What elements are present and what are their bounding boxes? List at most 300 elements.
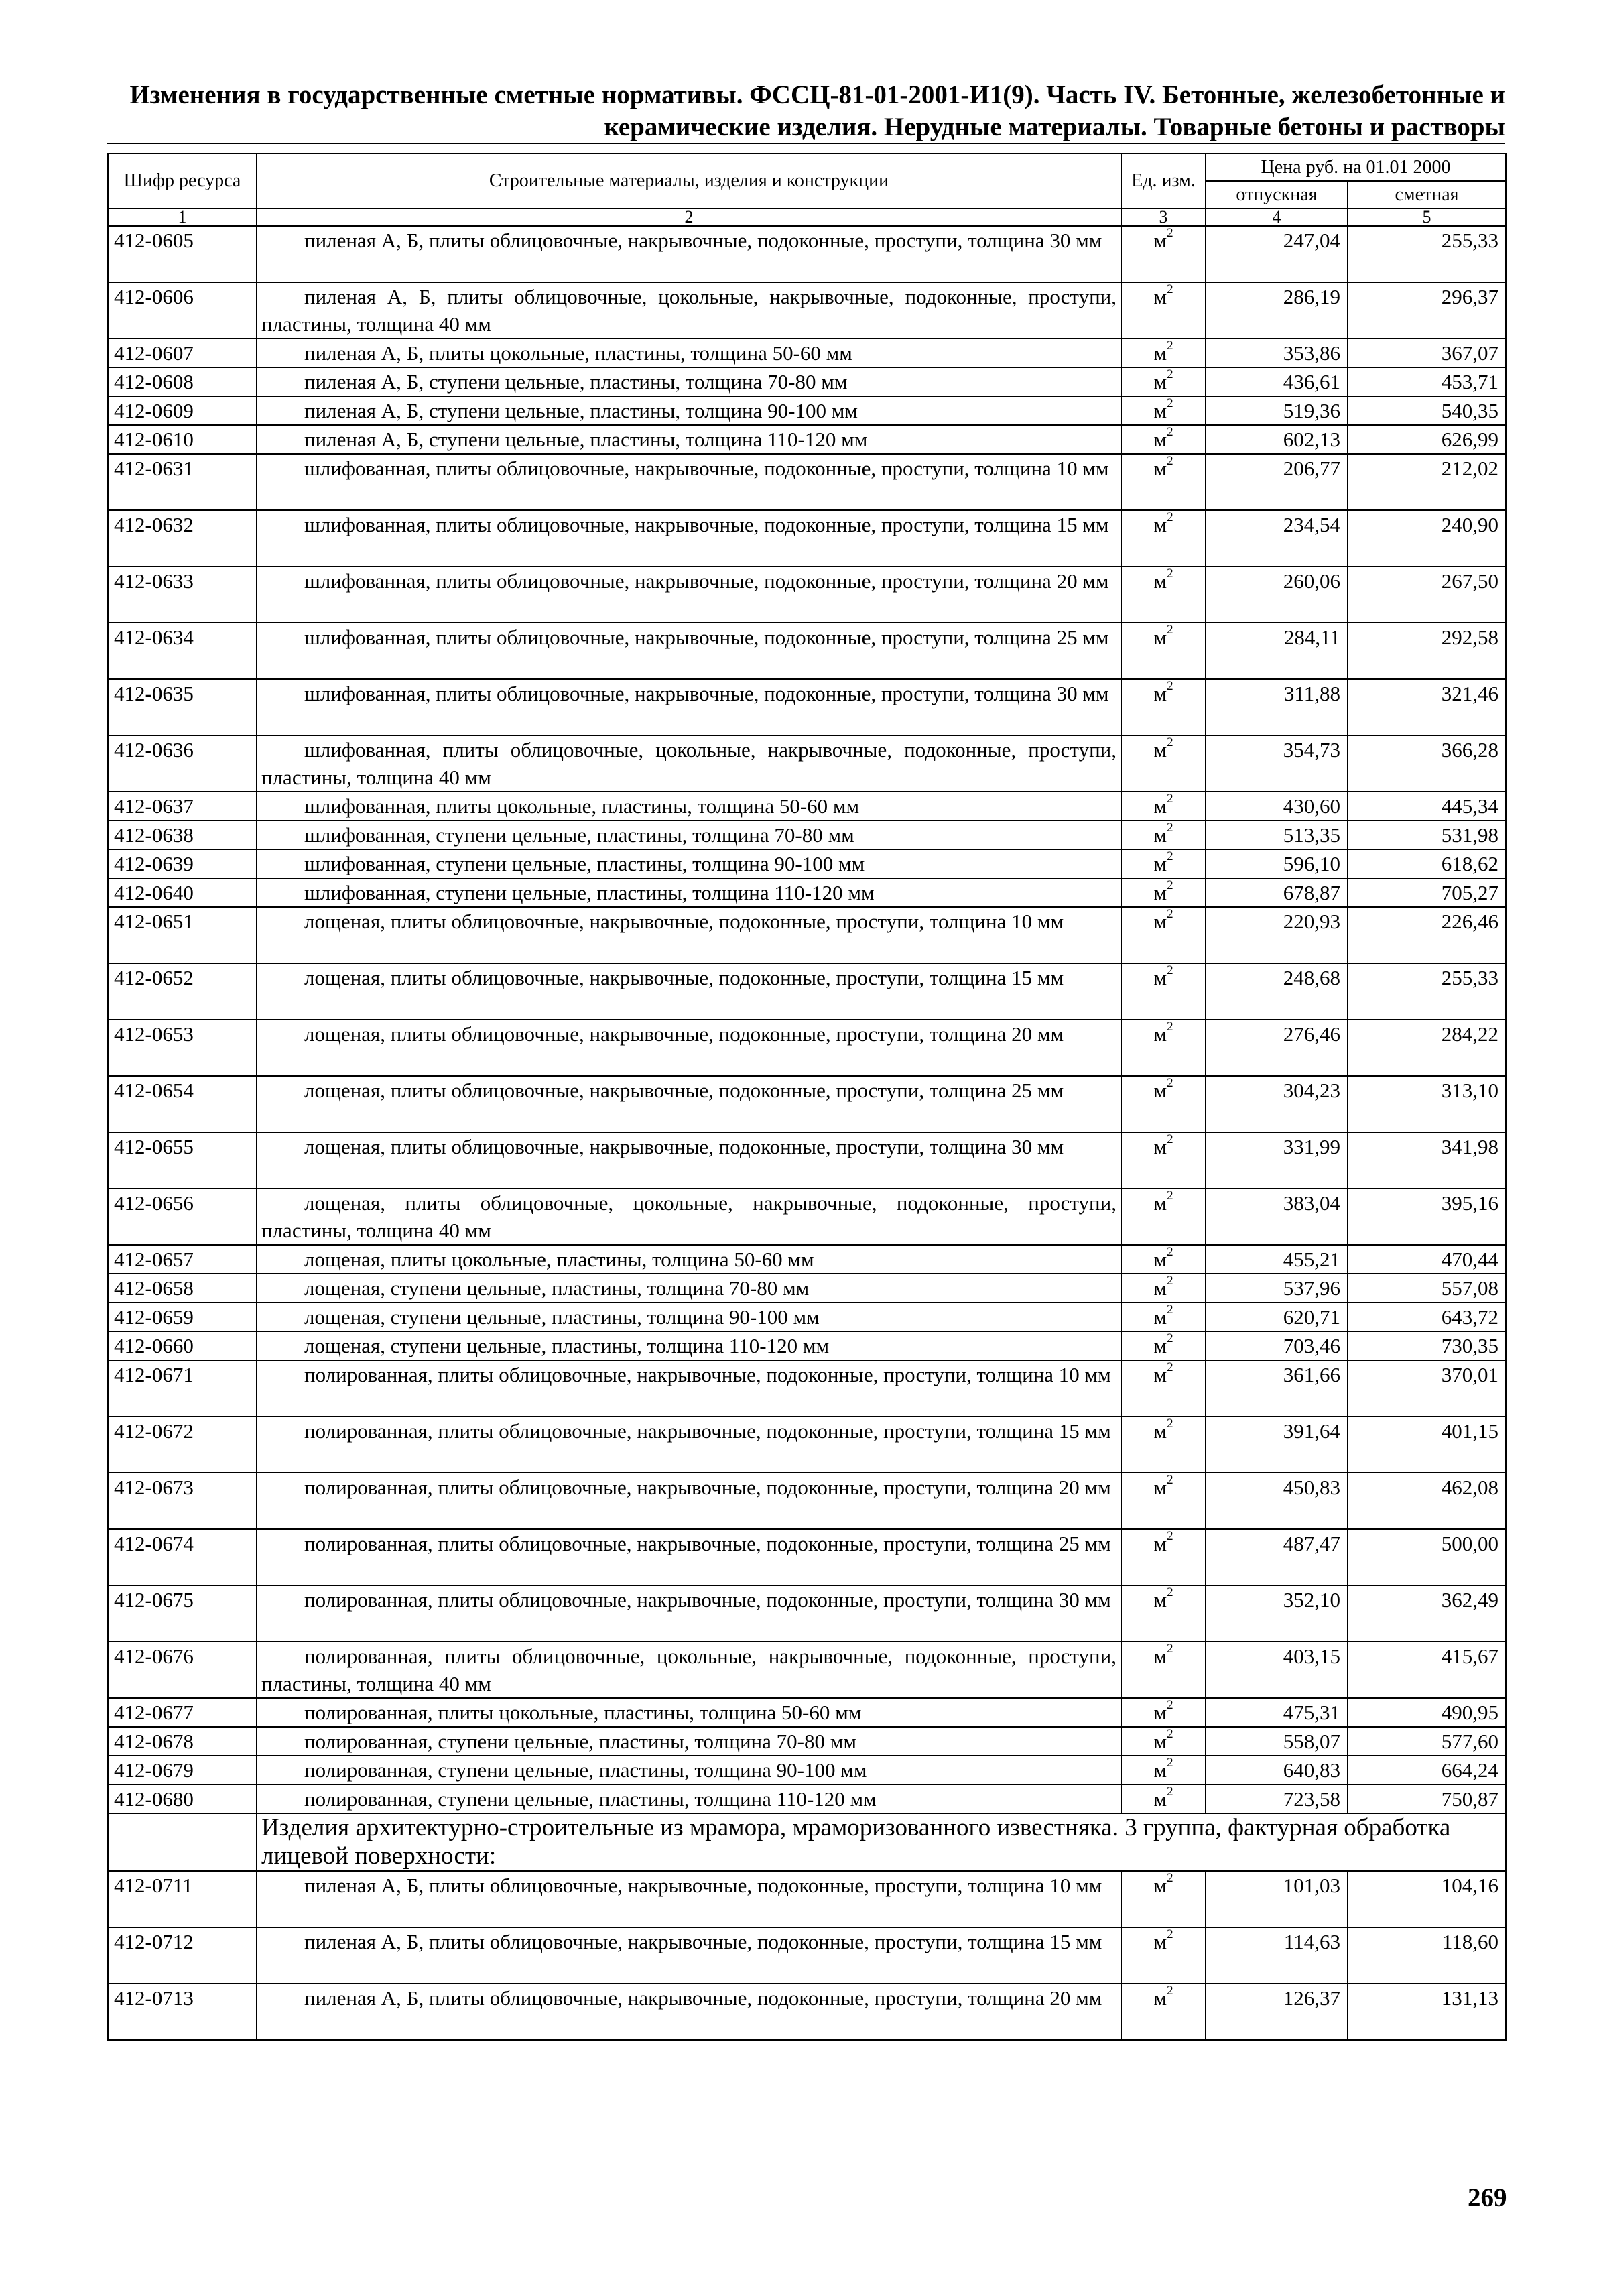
estimate-price: 626,99 (1348, 425, 1506, 454)
material-name-cell (257, 849, 1121, 878)
material-name-cell (257, 1871, 1121, 1927)
wholesale-price: 101,03 (1206, 1871, 1348, 1927)
estimate-price: 313,10 (1348, 1076, 1506, 1132)
resource-code: 412-0637 (108, 792, 257, 821)
resource-code: 412-0639 (108, 849, 257, 878)
resource-code: 412-0654 (108, 1076, 257, 1132)
unit-superscript: 2 (1167, 1727, 1173, 1741)
material-name: лощеная, плиты облицовочные, накрывочные, подоконные, проступи, толщина 25 мм (304, 1079, 1064, 1102)
estimate-price: 267,50 (1348, 566, 1506, 623)
column-number: 3 (1121, 208, 1206, 226)
unit-base: м (1153, 1644, 1167, 1668)
unit-base: м (1153, 285, 1167, 308)
unit-cell (1121, 367, 1206, 396)
material-name-cell (257, 454, 1121, 510)
material-name: пиленая А, Б, ступени цельные, пластины, толщина 70-80 мм (304, 370, 848, 394)
wholesale-price: 450,83 (1206, 1473, 1348, 1529)
resource-code: 412-0635 (108, 679, 257, 735)
wholesale-price: 354,73 (1206, 735, 1348, 792)
material-name-cell (257, 282, 1121, 339)
table-row (108, 1585, 1506, 1642)
material-name-cell (257, 1020, 1121, 1076)
estimate-price: 618,62 (1348, 849, 1506, 878)
material-name: полированная, плиты облицовочные, накрывочные, подоконные, проступи, толщина 20 мм (304, 1475, 1111, 1499)
material-name: пиленая А, Б, плиты облицовочные, накрывочные, подоконные, проступи, толщина 30 мм (304, 229, 1102, 252)
material-name: шлифованная, плиты облицовочные, накрывочные, подоконные, проступи, толщина 10 мм (304, 457, 1109, 480)
material-name: полированная, плиты облицовочные, накрывочные, подоконные, проступи, толщина 25 мм (304, 1532, 1111, 1555)
unit-base: м (1153, 229, 1167, 252)
estimate-price: 255,33 (1348, 226, 1506, 282)
resource-code: 412-0679 (108, 1756, 257, 1785)
estimate-price: 415,67 (1348, 1642, 1506, 1698)
unit-superscript: 2 (1167, 566, 1173, 581)
unit-superscript: 2 (1167, 1020, 1173, 1034)
header-price: Цена руб. на 01.01 2000 (1206, 154, 1506, 181)
table-row (108, 1642, 1506, 1698)
wholesale-price: 513,35 (1206, 821, 1348, 849)
estimate-price: 705,27 (1348, 878, 1506, 907)
material-name-cell (257, 1076, 1121, 1132)
material-name: шлифованная, ступени цельные, пластины, толщина 90-100 мм (304, 852, 865, 875)
material-name-cell (257, 566, 1121, 623)
document-header (107, 79, 1505, 143)
table-row (108, 1189, 1506, 1245)
unit-base: м (1153, 1588, 1167, 1612)
material-name-cell (257, 1274, 1121, 1303)
unit-cell (1121, 821, 1206, 849)
material-name-cell (257, 367, 1121, 396)
estimate-price: 540,35 (1348, 396, 1506, 425)
unit-base: м (1153, 794, 1167, 818)
unit-superscript: 2 (1167, 679, 1173, 693)
material-name: лощеная, ступени цельные, пластины, толщина 90-100 мм (304, 1305, 820, 1329)
table-row (108, 1785, 1506, 1813)
unit-cell (1121, 1756, 1206, 1785)
unit-base: м (1153, 852, 1167, 875)
unit-base: м (1153, 1276, 1167, 1300)
wholesale-price: 311,88 (1206, 679, 1348, 735)
unit-superscript: 2 (1167, 339, 1173, 353)
wholesale-price: 247,04 (1206, 226, 1348, 282)
unit-base: м (1153, 1730, 1167, 1753)
section-row (108, 1813, 1506, 1871)
material-name: шлифованная, плиты облицовочные, накрывочные, подоконные, проступи, толщина 25 мм (304, 625, 1109, 649)
material-name-cell (257, 1585, 1121, 1642)
unit-base: м (1153, 881, 1167, 904)
estimate-price: 395,16 (1348, 1189, 1506, 1245)
material-name: полированная, плиты цокольные, пластины, толщина 50-60 мм (304, 1701, 862, 1724)
estimate-price: 226,46 (1348, 907, 1506, 963)
wholesale-price: 114,63 (1206, 1927, 1348, 1984)
unit-superscript: 2 (1167, 454, 1173, 468)
table-row (108, 1727, 1506, 1756)
table-row (108, 1529, 1506, 1585)
unit-base: м (1153, 1022, 1167, 1046)
section-title: Изделия архитектурно-строительные из мрамора, мраморизованного известняка. 3 группа, фактурная обработка лицевой поверхности: (257, 1813, 1506, 1871)
table-row (108, 1416, 1506, 1473)
material-name-cell (257, 1642, 1121, 1698)
material-name: шлифованная, ступени цельные, пластины, толщина 110-120 мм (304, 881, 875, 904)
resource-code: 412-0655 (108, 1132, 257, 1189)
column-number: 5 (1348, 208, 1506, 226)
material-name-cell (257, 1756, 1121, 1785)
material-name-cell (257, 425, 1121, 454)
wholesale-price: 276,46 (1206, 1020, 1348, 1076)
unit-base: м (1153, 1363, 1167, 1386)
unit-cell (1121, 1927, 1206, 1984)
material-name: лощеная, плиты облицовочные, накрывочные, подоконные, проступи, толщина 10 мм (304, 910, 1064, 933)
table-row (108, 792, 1506, 821)
table-row (108, 1473, 1506, 1529)
material-name-cell (257, 623, 1121, 679)
material-name-cell (257, 1189, 1121, 1245)
unit-base: м (1153, 1758, 1167, 1782)
wholesale-price: 234,54 (1206, 510, 1348, 566)
unit-base: м (1153, 1135, 1167, 1158)
unit-superscript: 2 (1167, 849, 1173, 863)
resource-code: 412-0671 (108, 1360, 257, 1416)
unit-superscript: 2 (1167, 1585, 1173, 1599)
wholesale-price: 126,37 (1206, 1984, 1348, 2040)
table-row (108, 1132, 1506, 1189)
page-number: 269 (1468, 2183, 1507, 2212)
wholesale-price: 403,15 (1206, 1642, 1348, 1698)
table-row (108, 282, 1506, 339)
unit-base: м (1153, 1986, 1167, 2010)
estimate-price: 643,72 (1348, 1303, 1506, 1331)
resource-code: 412-0633 (108, 566, 257, 623)
wholesale-price: 620,71 (1206, 1303, 1348, 1331)
wholesale-price: 678,87 (1206, 878, 1348, 907)
resource-code: 412-0660 (108, 1331, 257, 1360)
table-row (108, 566, 1506, 623)
table-row (108, 849, 1506, 878)
material-name: лощеная, плиты облицовочные, накрывочные, подоконные, проступи, толщина 30 мм (304, 1135, 1064, 1158)
unit-superscript: 2 (1167, 1274, 1173, 1288)
material-name-cell (257, 1245, 1121, 1274)
unit-superscript: 2 (1167, 1642, 1173, 1656)
unit-cell (1121, 425, 1206, 454)
estimate-price: 401,15 (1348, 1416, 1506, 1473)
estimate-price: 341,98 (1348, 1132, 1506, 1189)
unit-cell (1121, 1360, 1206, 1416)
estimate-price: 284,22 (1348, 1020, 1506, 1076)
table-row (108, 1756, 1506, 1785)
unit-superscript: 2 (1167, 1245, 1173, 1259)
unit-base: м (1153, 513, 1167, 536)
unit-superscript: 2 (1167, 623, 1173, 637)
material-name-cell (257, 821, 1121, 849)
unit-base: м (1153, 1305, 1167, 1329)
unit-superscript: 2 (1167, 821, 1173, 835)
table-row (108, 454, 1506, 510)
table-row (108, 1871, 1506, 1927)
estimate-price: 240,90 (1348, 510, 1506, 566)
unit-cell (1121, 226, 1206, 282)
unit-superscript: 2 (1167, 1473, 1173, 1487)
material-name: полированная, ступени цельные, пластины, толщина 110-120 мм (304, 1787, 877, 1811)
unit-cell (1121, 1416, 1206, 1473)
material-name: шлифованная, плиты цокольные, пластины, толщина 50-60 мм (304, 794, 860, 818)
material-name: пиленая А, Б, ступени цельные, пластины, толщина 90-100 мм (304, 399, 858, 422)
material-name-cell (257, 396, 1121, 425)
estimate-price: 104,16 (1348, 1871, 1506, 1927)
unit-base: м (1153, 1191, 1167, 1215)
table-row (108, 963, 1506, 1020)
material-name-cell (257, 339, 1121, 367)
wholesale-price: 596,10 (1206, 849, 1348, 878)
unit-cell (1121, 1189, 1206, 1245)
unit-superscript: 2 (1167, 1984, 1173, 1998)
estimate-price: 370,01 (1348, 1360, 1506, 1416)
table-row (108, 1245, 1506, 1274)
resource-code: 412-0634 (108, 623, 257, 679)
unit-cell (1121, 1274, 1206, 1303)
unit-base: м (1153, 457, 1167, 480)
header-unit: Ед. изм. (1121, 154, 1206, 208)
header-estimate: сметная (1348, 181, 1506, 208)
unit-superscript: 2 (1167, 1529, 1173, 1543)
unit-base: м (1153, 966, 1167, 989)
estimate-price: 366,28 (1348, 735, 1506, 792)
resource-code: 412-0658 (108, 1274, 257, 1303)
resource-code: 412-0636 (108, 735, 257, 792)
unit-superscript: 2 (1167, 1303, 1173, 1317)
resource-code: 412-0638 (108, 821, 257, 849)
material-name-cell (257, 1727, 1121, 1756)
material-name-cell (257, 1529, 1121, 1585)
estimate-price: 367,07 (1348, 339, 1506, 367)
unit-superscript: 2 (1167, 1871, 1173, 1885)
material-name-cell (257, 1303, 1121, 1331)
wholesale-price: 475,31 (1206, 1698, 1348, 1727)
resource-code: 412-0713 (108, 1984, 257, 2040)
unit-cell (1121, 1331, 1206, 1360)
table-row (108, 396, 1506, 425)
unit-base: м (1153, 341, 1167, 365)
unit-superscript: 2 (1167, 1132, 1173, 1146)
unit-superscript: 2 (1167, 1076, 1173, 1090)
material-name: лощеная, плиты облицовочные, цокольные, накрывочные, подоконные, проступи, пластины, толщина 40 мм (261, 1191, 1116, 1242)
material-name-cell (257, 907, 1121, 963)
unit-base: м (1153, 1787, 1167, 1811)
resource-code: 412-0675 (108, 1585, 257, 1642)
material-name: полированная, ступени цельные, пластины, толщина 90-100 мм (304, 1758, 867, 1782)
material-name: шлифованная, плиты облицовочные, накрывочные, подоконные, проступи, толщина 30 мм (304, 682, 1109, 705)
wholesale-price: 602,13 (1206, 425, 1348, 454)
table-row (108, 907, 1506, 963)
unit-superscript: 2 (1167, 907, 1173, 921)
unit-base: м (1153, 823, 1167, 847)
table-row (108, 821, 1506, 849)
resource-code: 412-0673 (108, 1473, 257, 1529)
unit-superscript: 2 (1167, 367, 1173, 381)
unit-superscript: 2 (1167, 1331, 1173, 1345)
unit-base: м (1153, 1701, 1167, 1724)
resource-code: 412-0605 (108, 226, 257, 282)
estimate-price: 664,24 (1348, 1756, 1506, 1785)
unit-superscript: 2 (1167, 1785, 1173, 1799)
wholesale-price: 430,60 (1206, 792, 1348, 821)
unit-cell (1121, 454, 1206, 510)
material-name: пиленая А, Б, плиты цокольные, пластины, толщина 50-60 мм (304, 341, 852, 365)
material-name-cell (257, 1698, 1121, 1727)
unit-cell (1121, 1727, 1206, 1756)
unit-base: м (1153, 1532, 1167, 1555)
unit-cell (1121, 907, 1206, 963)
unit-cell (1121, 1642, 1206, 1698)
table-row (108, 878, 1506, 907)
unit-superscript: 2 (1167, 1927, 1173, 1941)
material-name: лощеная, плиты облицовочные, накрывочные, подоконные, проступи, толщина 15 мм (304, 966, 1064, 989)
material-name: шлифованная, плиты облицовочные, накрывочные, подоконные, проступи, толщина 15 мм (304, 513, 1109, 536)
unit-superscript: 2 (1167, 425, 1173, 439)
material-name-cell (257, 1473, 1121, 1529)
resource-code: 412-0652 (108, 963, 257, 1020)
column-number: 4 (1206, 208, 1348, 226)
unit-cell (1121, 566, 1206, 623)
unit-cell (1121, 1698, 1206, 1727)
material-name: пиленая А, Б, плиты облицовочные, накрывочные, подоконные, проступи, толщина 15 мм (304, 1930, 1102, 1953)
unit-superscript: 2 (1167, 396, 1173, 410)
material-name-cell (257, 878, 1121, 907)
material-name-cell (257, 226, 1121, 282)
resource-code: 412-0680 (108, 1785, 257, 1813)
resource-code: 412-0640 (108, 878, 257, 907)
wholesale-price: 558,07 (1206, 1727, 1348, 1756)
unit-base: м (1153, 428, 1167, 451)
material-name: лощеная, плиты облицовочные, накрывочные, подоконные, проступи, толщина 20 мм (304, 1022, 1064, 1046)
unit-superscript: 2 (1167, 735, 1173, 749)
section-code-cell (108, 1813, 257, 1871)
table-row (108, 1331, 1506, 1360)
unit-cell (1121, 282, 1206, 339)
unit-cell (1121, 1871, 1206, 1927)
material-name-cell (257, 1132, 1121, 1189)
material-name: лощеная, плиты цокольные, пластины, толщина 50-60 мм (304, 1248, 814, 1271)
table-row (108, 1698, 1506, 1727)
table-row (108, 1274, 1506, 1303)
estimate-price: 453,71 (1348, 367, 1506, 396)
table-row (108, 339, 1506, 367)
wholesale-price: 519,36 (1206, 396, 1348, 425)
column-number-row (108, 208, 1506, 226)
estimate-price: 557,08 (1348, 1274, 1506, 1303)
material-name-cell (257, 1927, 1121, 1984)
material-name-cell (257, 1360, 1121, 1416)
header-line-2: керамические изделия. Нерудные материалы. Товарные бетоны и растворы (604, 113, 1505, 141)
wholesale-price: 487,47 (1206, 1529, 1348, 1585)
unit-cell (1121, 1132, 1206, 1189)
unit-cell (1121, 1245, 1206, 1274)
resource-code: 412-0712 (108, 1927, 257, 1984)
unit-base: м (1153, 1874, 1167, 1897)
header-code: Шифр ресурса (108, 154, 257, 208)
unit-cell (1121, 1076, 1206, 1132)
resource-code: 412-0711 (108, 1871, 257, 1927)
material-name-cell (257, 963, 1121, 1020)
unit-superscript: 2 (1167, 282, 1173, 296)
resource-code: 412-0610 (108, 425, 257, 454)
wholesale-price: 304,23 (1206, 1076, 1348, 1132)
estimate-price: 255,33 (1348, 963, 1506, 1020)
header-name: Строительные материалы, изделия и конструкции (257, 154, 1121, 208)
table-row (108, 623, 1506, 679)
unit-superscript: 2 (1167, 963, 1173, 977)
material-name-cell (257, 792, 1121, 821)
table-row (108, 1020, 1506, 1076)
unit-base: м (1153, 682, 1167, 705)
unit-cell (1121, 878, 1206, 907)
wholesale-price: 284,11 (1206, 623, 1348, 679)
wholesale-price: 353,86 (1206, 339, 1348, 367)
material-name-cell (257, 510, 1121, 566)
unit-base: м (1153, 1248, 1167, 1271)
table-row (108, 1927, 1506, 1984)
unit-base: м (1153, 625, 1167, 649)
table-row (108, 226, 1506, 282)
estimate-price: 445,34 (1348, 792, 1506, 821)
unit-superscript: 2 (1167, 510, 1173, 524)
wholesale-price: 260,06 (1206, 566, 1348, 623)
resource-code: 412-0672 (108, 1416, 257, 1473)
unit-base: м (1153, 1079, 1167, 1102)
table-row (108, 1076, 1506, 1132)
resource-code: 412-0657 (108, 1245, 257, 1274)
table-row (108, 679, 1506, 735)
table-row (108, 425, 1506, 454)
unit-cell (1121, 339, 1206, 367)
unit-superscript: 2 (1167, 1698, 1173, 1712)
material-name: полированная, плиты облицовочные, накрывочные, подоконные, проступи, толщина 10 мм (304, 1363, 1111, 1386)
estimate-price: 750,87 (1348, 1785, 1506, 1813)
unit-cell (1121, 1785, 1206, 1813)
material-name: полированная, ступени цельные, пластины, толщина 70-80 мм (304, 1730, 856, 1753)
material-name-cell (257, 1331, 1121, 1360)
wholesale-price: 703,46 (1206, 1331, 1348, 1360)
table-row (108, 735, 1506, 792)
table-row (108, 1303, 1506, 1331)
estimate-price: 531,98 (1348, 821, 1506, 849)
material-name: шлифованная, ступени цельные, пластины, толщина 70-80 мм (304, 823, 854, 847)
estimate-price: 296,37 (1348, 282, 1506, 339)
unit-cell (1121, 1473, 1206, 1529)
table-row (108, 1984, 1506, 2040)
unit-cell (1121, 1020, 1206, 1076)
wholesale-price: 361,66 (1206, 1360, 1348, 1416)
wholesale-price: 352,10 (1206, 1585, 1348, 1642)
wholesale-price: 286,19 (1206, 282, 1348, 339)
unit-base: м (1153, 1930, 1167, 1953)
unit-cell (1121, 1529, 1206, 1585)
resource-code: 412-0676 (108, 1642, 257, 1698)
estimate-price: 462,08 (1348, 1473, 1506, 1529)
wholesale-price: 436,61 (1206, 367, 1348, 396)
resource-code: 412-0677 (108, 1698, 257, 1727)
material-name-cell (257, 679, 1121, 735)
resource-code: 412-0651 (108, 907, 257, 963)
material-name-cell (257, 1984, 1121, 2040)
wholesale-price: 537,96 (1206, 1274, 1348, 1303)
table-row (108, 510, 1506, 566)
unit-cell (1121, 396, 1206, 425)
resource-code: 412-0678 (108, 1727, 257, 1756)
material-name-cell (257, 735, 1121, 792)
material-name: шлифованная, плиты облицовочные, накрывочные, подоконные, проступи, толщина 20 мм (304, 569, 1109, 593)
material-name: пиленая А, Б, плиты облицовочные, цокольные, накрывочные, подоконные, проступи, пластины, толщина 40 мм (261, 285, 1116, 336)
unit-base: м (1153, 910, 1167, 933)
wholesale-price: 248,68 (1206, 963, 1348, 1020)
